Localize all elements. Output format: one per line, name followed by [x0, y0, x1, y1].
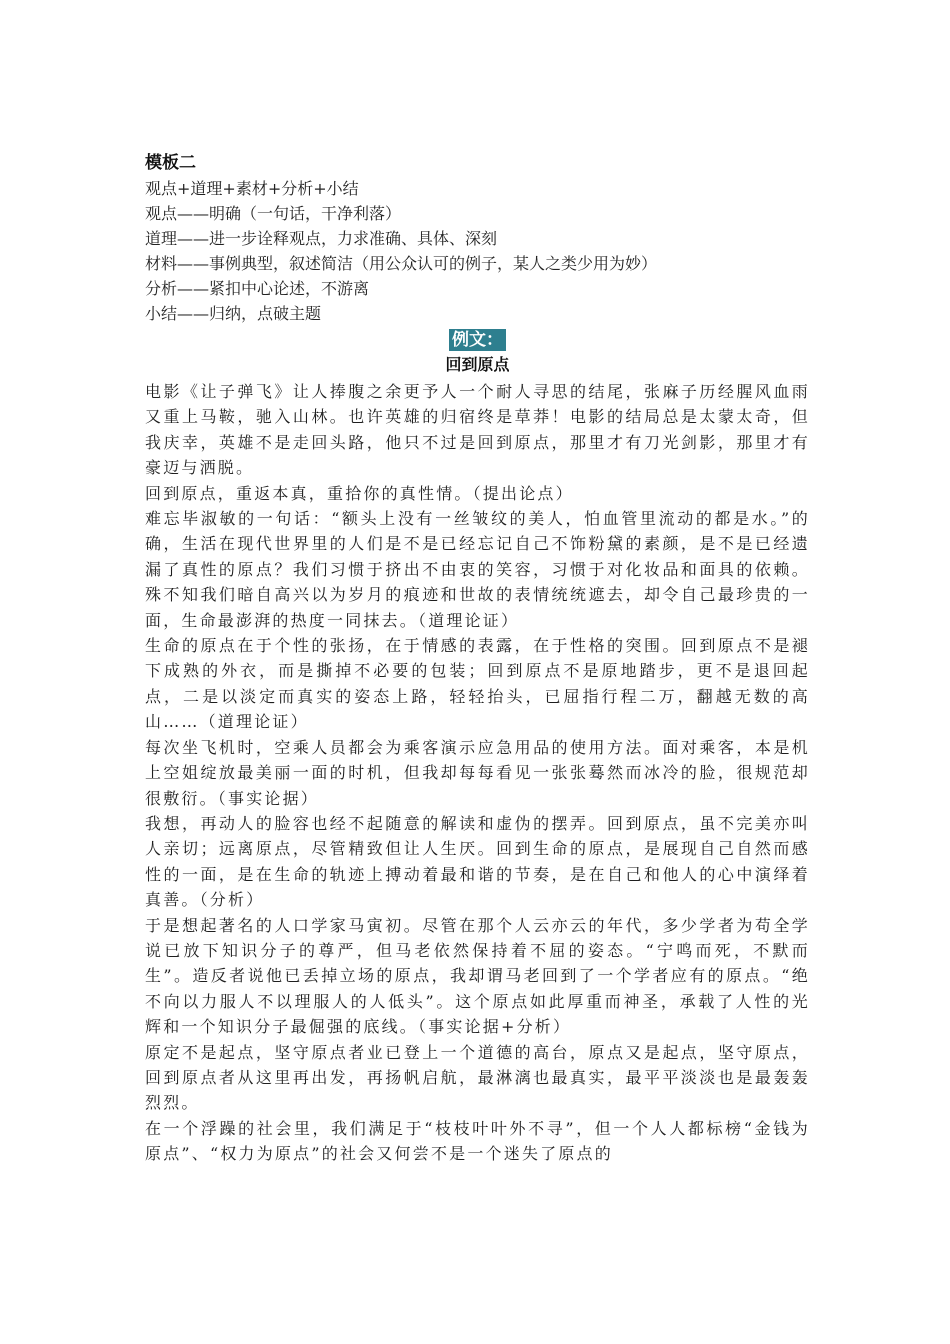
document-page	[145, 150, 810, 1167]
essay-paragraph-intro: 电影《让子弹飞》让人捧腹之余更予人一个耐人寻思的结尾，张麻子历经腥风血雨又重上马鞍，驰入山林。也许英雄的归宿终是草莽！电影的结局总是太蒙太奇，但我庆幸，英雄不是走回头路，他只不过是回到原点，那里才有刀光剑影，那里才有豪迈与洒脱。	[145, 382, 810, 478]
essay-paragraph-fact-2: 于是想起著名的人口学家马寅初。尽管在那个人云亦云的年代，多少学者为苟全学说已放下知识分子的尊严，但马老依然保持着不屈的姿态。“宁鸣而死，不默而生”。造反者说他已丢掉立场的原点，我却谓马老回到了一个学者应有的原点。“绝不向以力服人不以理服人的人低头”。这个原点如此厚重而神圣，承载了人性的光辉和一个知识分子最倔强的底线。（事实论据+分析）	[145, 915, 810, 1037]
essay-paragraph-analysis: 我想，再动人的脸容也经不起随意的解读和虚伪的摆弄。回到原点，虽不完美亦叫人亲切；远离原点，尽管精致但让人生厌。回到生命的原点，是展现自己自然而感性的一面，是在生命的轨迹上搏动着最和谐的节奏，是在自己和他人的心中演绎着真善。（分析）	[145, 813, 810, 910]
example-label: 例文：	[449, 329, 506, 351]
template-reasoning-line: 道理——进一步诠释观点，力求准确、具体、深刻	[145, 229, 498, 248]
essay-paragraph-society: 在一个浮躁的社会里，我们满足于“枝枝叶叶外不寻”，但一个人人都标榜“金钱为原点”、“权力为原点”的社会又何尝不是一个迷失了原点的	[145, 1118, 810, 1164]
template-structure-line: 观点+道理+素材+分析+小结	[145, 179, 359, 198]
template-viewpoint-line: 观点——明确（一句话，干净利落）	[145, 204, 402, 223]
template-material-line: 材料——事例典型，叙述简洁（用公众认可的例子，某人之类少用为妙）	[145, 254, 658, 273]
essay-paragraph-thesis: 回到原点，重返本真，重拾你的真性情。（提出论点）	[145, 483, 574, 503]
essay-paragraph-origin: 原定不是起点，坚守原点者业已登上一个道德的高台，原点又是起点，坚守原点，回到原点者从这里再出发，再扬帆启航，最淋漓也最真实，最平平淡淡也是最轰轰烈烈。	[145, 1042, 810, 1113]
essay-title: 回到原点	[445, 355, 510, 374]
essay-paragraph-fact-1: 每次坐飞机时，空乘人员都会为乘客演示应急用品的使用方法。面对乘客，本是机上空姐绽放最美丽一面的时机，但我却每每看见一张张蓦然而冰冷的脸，很规范却很敷衍。（事实论据）	[145, 737, 810, 808]
template-summary-line: 小结——归纳，点破主题	[145, 304, 322, 323]
template-title: 模板二	[145, 153, 196, 173]
essay-paragraph-reasoning-1: 难忘毕淑敏的一句话：“额头上没有一丝皱纹的美人，怕血管里流动的都是水。”的确，生活在现代世界里的人们是不是已经忘记自己不饰粉黛的素颜，是不是已经遗漏了真性的原点？我们习惯于挤出不由衷的笑容，习惯于对化妆品和面具的依赖。殊不知我们暗自高兴以为岁月的痕迹和世故的表情统统遮去，却令自己最珍贵的一面，生命最澎湃的热度一同抹去。（道理论证）	[145, 509, 810, 630]
essay-paragraph-reasoning-2: 生命的原点在于个性的张扬，在于情感的表露，在于性格的突围。回到原点不是褪下成熟的外衣，而是撕掉不必要的包装；回到原点不是原地踏步，更不是退回起点，二是以淡定而真实的姿态上路，轻轻抬头，已屈指行程二万，翻越无数的高山……（道理论证）	[145, 636, 810, 732]
template-analysis-line: 分析——紧扣中心论述，不游离	[145, 279, 370, 298]
example-label-row	[145, 329, 810, 353]
